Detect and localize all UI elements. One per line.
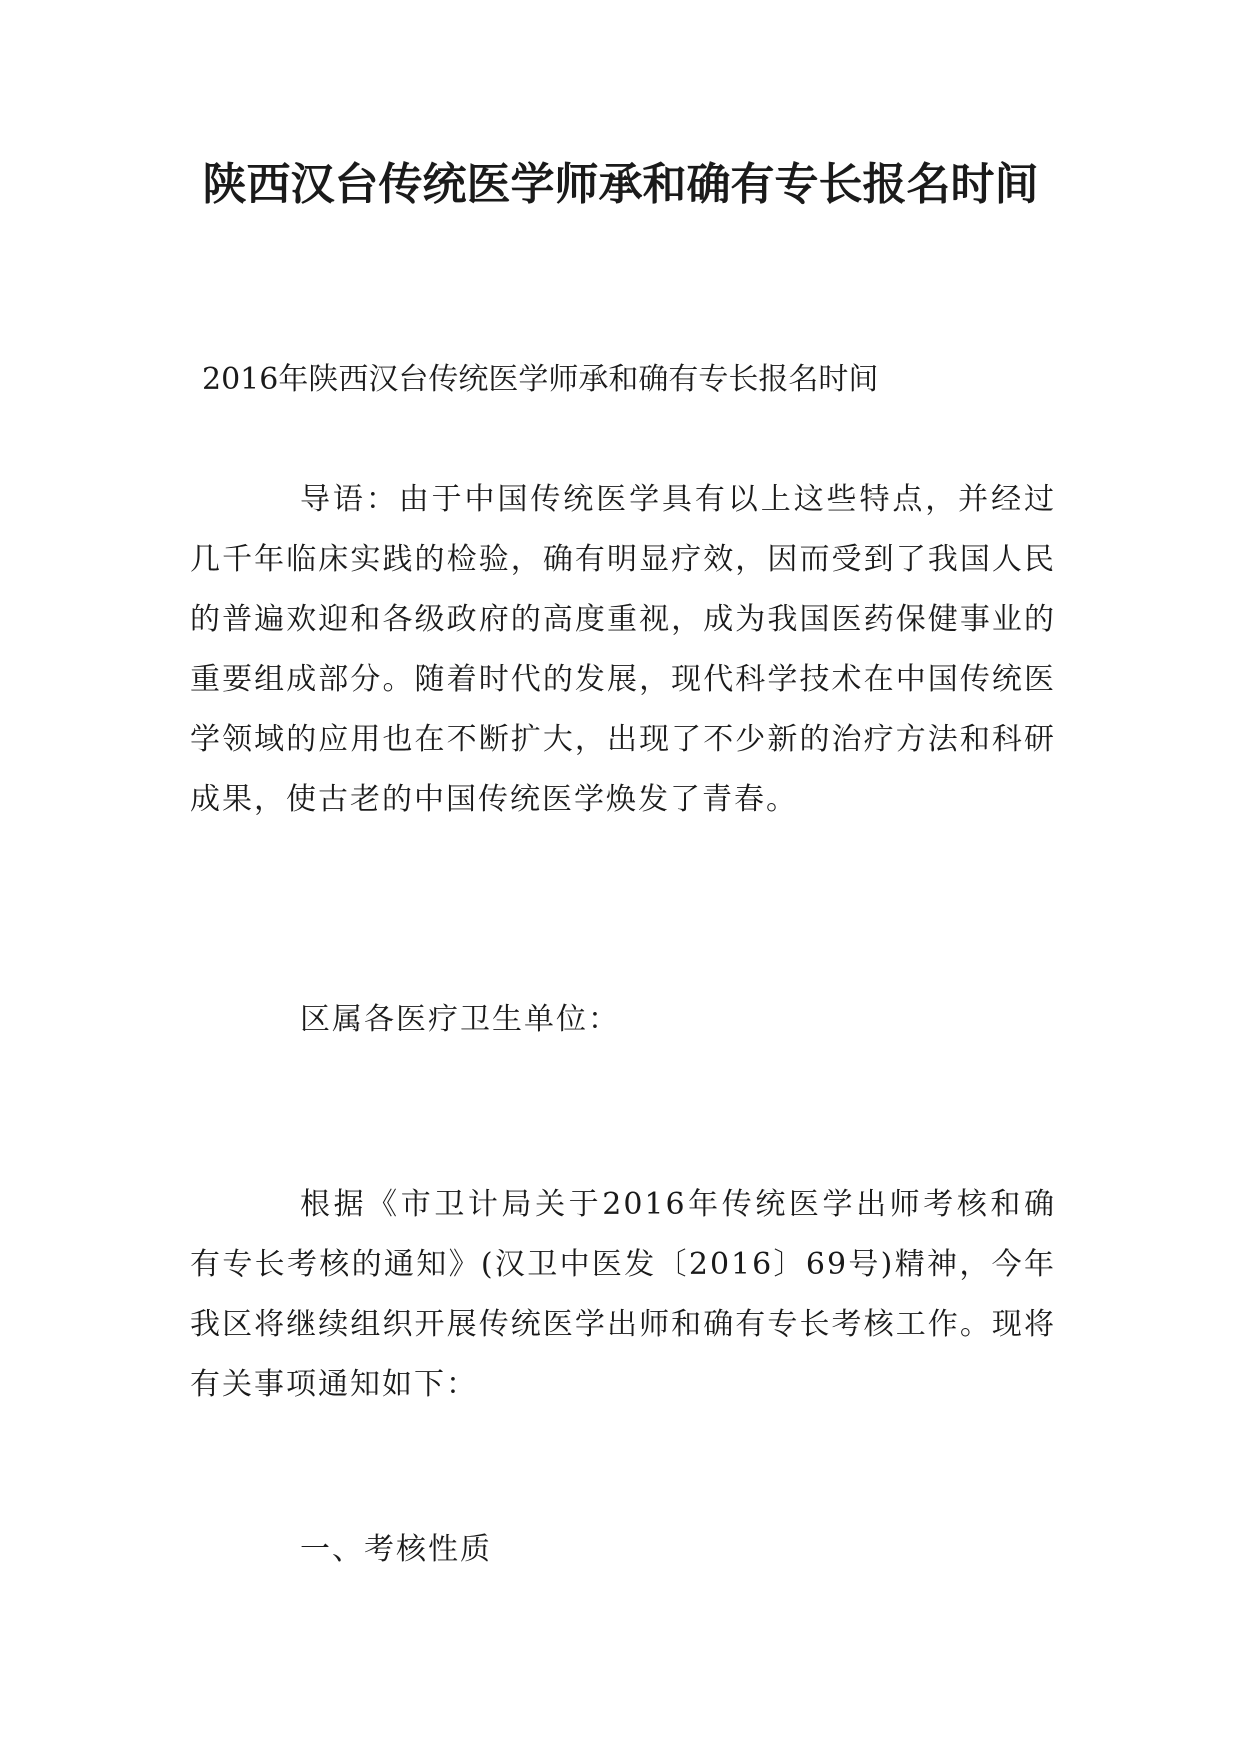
document-title: 陕西汉台传统医学师承和确有专长报名时间 [202, 159, 1039, 210]
salutation-paragraph: 区属各医疗卫生单位： [300, 1002, 620, 1037]
notice-paragraph: 根据《市卫计局关于2016年传统医学出师考核和确有专长考核的通知》(汉卫中医发〔2016〕69号)精神，今年我区将继续组织开展传统医学出师和确有专长考核工作。现将有关事项通知如下： [190, 1187, 1056, 1402]
document-subtitle: 2016年陕西汉台传统医学师承和确有专长报名时间 [202, 362, 879, 397]
section-heading: 一、考核性质 [300, 1532, 492, 1567]
intro-paragraph: 导语：由于中国传统医学具有以上这些特点，并经过几千年临床实践的检验，确有明显疗效，因而受到了我国人民的普遍欢迎和各级政府的高度重视，成为我国医药保健事业的重要组成部分。随着时代的发展，现代科学技术在中国传统医学领域的应用也在不断扩大，出现了不少新的治疗方法和科研成果，使古老的中国传统医学焕发了青春。 [190, 482, 1056, 817]
